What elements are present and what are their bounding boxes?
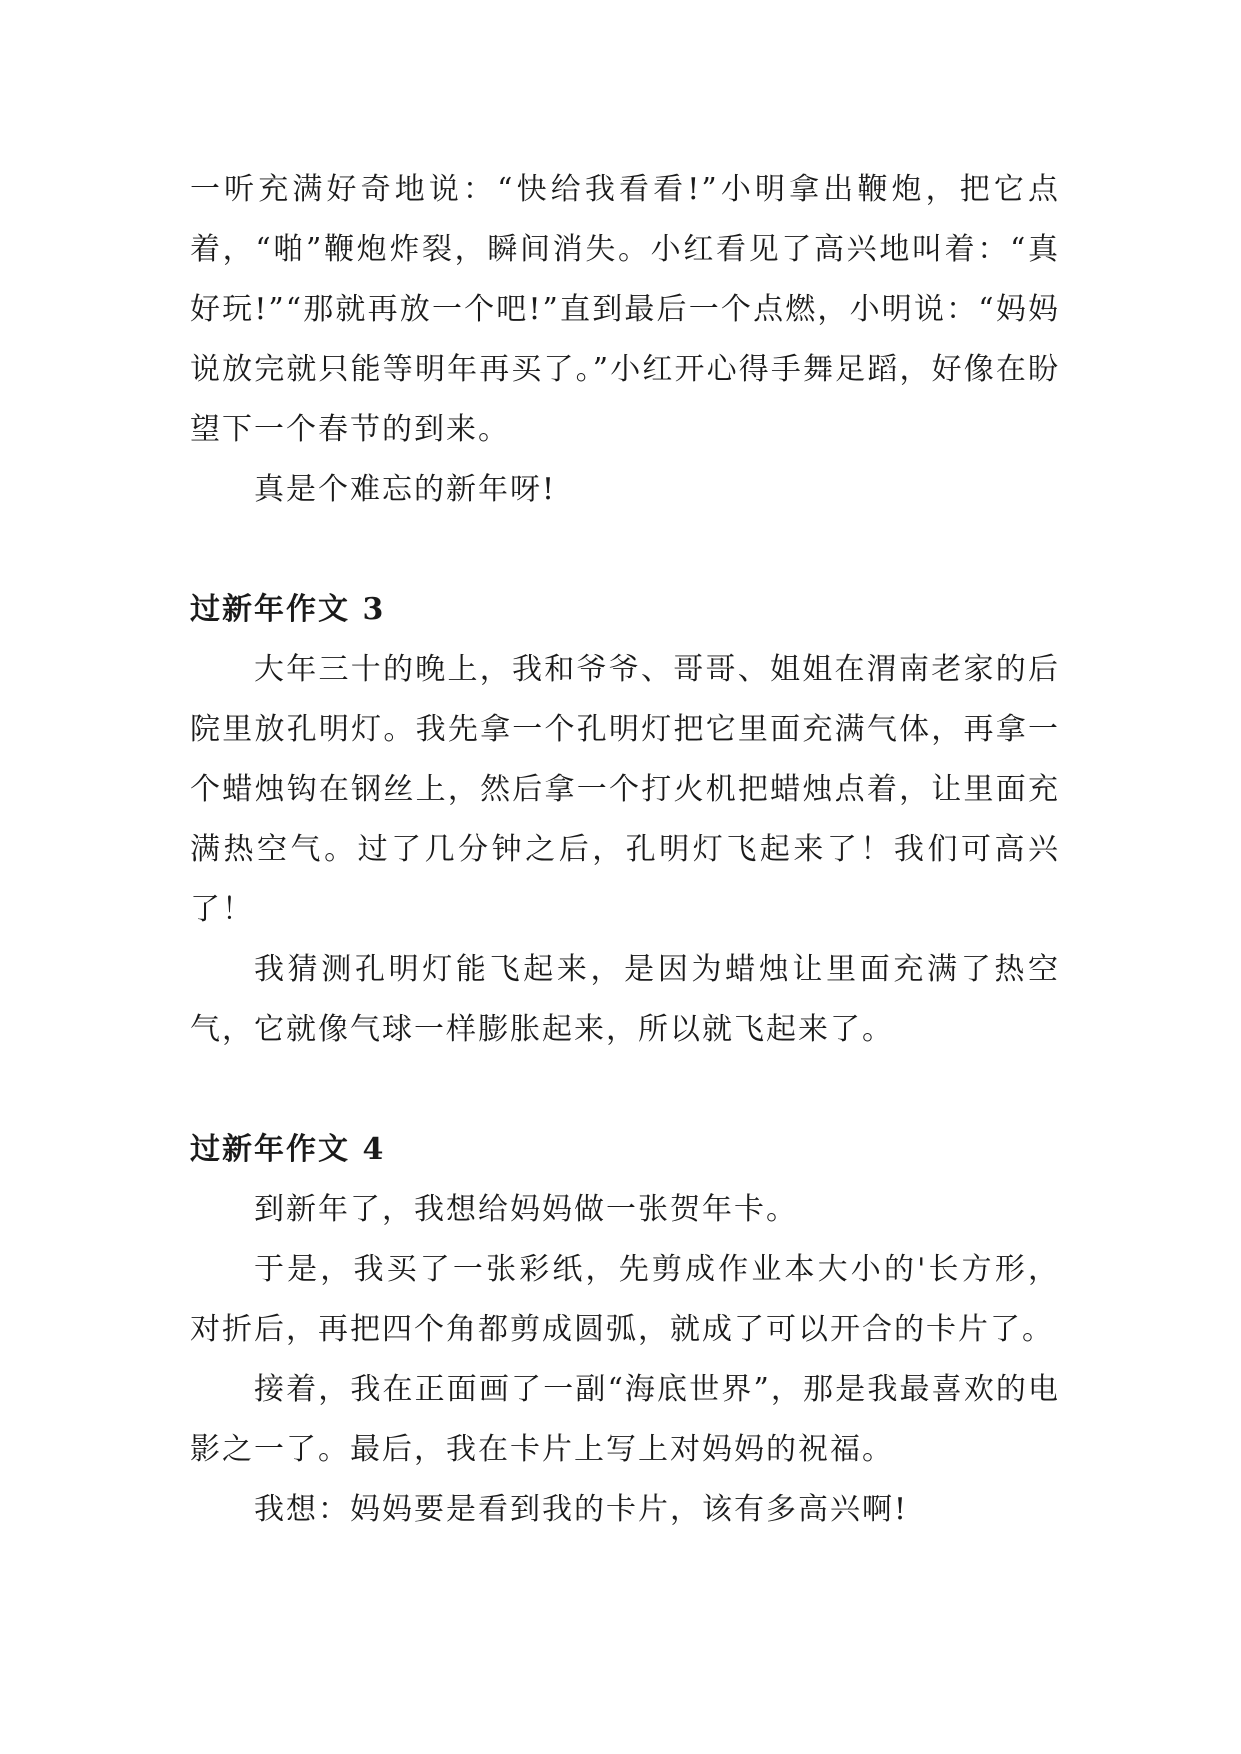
- essay-3-paragraph-2: 我猜测孔明灯能飞起来，是因为蜡烛让里面充满了热空气，它就像气球一样膨胀起来，所以就飞起来了。: [190, 952, 1060, 1047]
- essay-4-paragraph-3: 接着，我在正面画了一副“海底世界”，那是我最喜欢的电影之一了。最后，我在卡片上写上对妈妈的祝福。: [190, 1372, 1060, 1467]
- essay-3-paragraph-1: 大年三十的晚上，我和爷爷、哥哥、姐姐在渭南老家的后院里放孔明灯。我先拿一个孔明灯把它里面充满气体，再拿一个蜡烛钩在钢丝上，然后拿一个打火机把蜡烛点着，让里面充满热空气。过了几分钟之后，孔明灯飞起来了！我们可高兴了！: [190, 652, 1060, 927]
- essay-4-title: 过新年作文 4: [190, 1132, 386, 1167]
- essay-3: [190, 580, 1060, 1060]
- essay-2-continuation: [190, 160, 1060, 520]
- document-page: [190, 160, 1060, 1540]
- essay-3-title: 过新年作文 3: [190, 592, 386, 627]
- essay-2-paragraph-continued: 一听充满好奇地说：“快给我看看!”小明拿出鞭炮，把它点着，“啪”鞭炮炸裂，瞬间消失。小红看见了高兴地叫着：“真好玩!”“那就再放一个吧!”直到最后一个点燃，小明说：“妈妈说放完就只能等明年再买了。”小红开心得手舞足蹈，好像在盼望下一个春节的到来。: [190, 172, 1060, 447]
- section-spacer: [190, 520, 1060, 580]
- essay-4-paragraph-2: 于是，我买了一张彩纸，先剪成作业本大小的'长方形，对折后，再把四个角都剪成圆弧，就成了可以开合的卡片了。: [190, 1252, 1060, 1347]
- essay-2-closing-paragraph: 真是个难忘的新年呀!: [254, 472, 557, 507]
- essay-4-paragraph-4: 我想：妈妈要是看到我的卡片，该有多高兴啊!: [254, 1492, 909, 1527]
- essay-4: [190, 1120, 1060, 1540]
- section-spacer: [190, 1060, 1060, 1120]
- essay-4-paragraph-1: 到新年了，我想给妈妈做一张贺年卡。: [254, 1192, 798, 1227]
